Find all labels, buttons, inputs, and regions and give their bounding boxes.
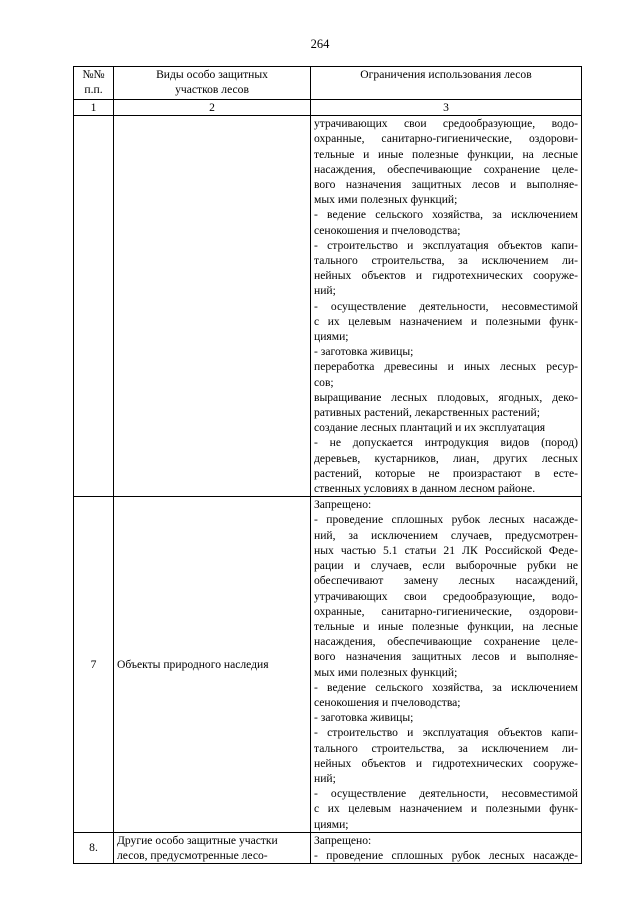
restriction-text-line: - не допускается интродукция видов (пород) [314,436,578,450]
restriction-text-line: ративных растений, лекарственных растений; [314,406,540,420]
row-type-line: Другие особо защитные участки [117,833,278,847]
restriction-text-line: - заготовка живицы; [314,711,414,725]
restriction-text-line: насаждения, обеспечивающие сохранение целе- [314,635,578,649]
restriction-text-line: выращивание лесных плодовых, ягодных, деко- [314,390,578,404]
row-restrictions-cell [311,497,582,832]
restriction-text-line: ний, за исключением случаев, предусмотрен- [314,528,578,542]
restriction-text-line: вого назначения защитных лесов и выполняе- [314,650,578,664]
restriction-text-line: мых ими полезных функций; [314,193,458,207]
restriction-text-line: рации и случаев, если выборочные рубки не [314,559,578,573]
restriction-text-line: тельные и иные полезные функции, на лесные [314,619,578,633]
restriction-text-line: Запрещено: [314,498,372,512]
restriction-text-line: вого назначения защитных лесов и выполняе- [314,178,578,192]
restriction-text-line: тельные и иные полезные функции, на лесные [314,147,578,161]
restriction-text-line: - строительство и эксплуатация объектов капи- [314,238,578,252]
restriction-text-line: сов; [314,375,334,389]
header-num-line-1: №№ [82,68,105,81]
header-restrictions: Ограничения использования лесов [311,67,582,100]
page-number: 264 [310,37,330,51]
restriction-text-line: циями; [314,330,349,344]
col-number-3: 3 [311,100,582,116]
table-row [74,116,582,497]
restriction-text-line: деревьев, кустарников, лиан, других лесных [314,451,578,465]
restriction-text-line: нейных объектов и гидротехнических сооруже- [314,756,578,770]
restriction-text-line: - проведение сплошных рубок лесных насажде- [314,848,578,862]
restriction-text-line: ний; [314,771,336,785]
restriction-text-line: насаждения, обеспечивающие сохранение целе- [314,162,578,176]
restriction-text-line: с их целевым назначением и полезными функ- [314,314,578,328]
header-num-line-2: п.п. [84,83,103,97]
restriction-text-line: - ведение сельского хозяйства, за исключением [314,208,578,222]
table-row [74,497,582,832]
row-type-line: лесов, предусмотренные лесо- [117,848,268,862]
restriction-text-line: Запрещено: [314,833,372,847]
restriction-text-line: с их целевым назначением и полезными функ- [314,802,578,816]
restriction-text-line: охранные, санитарно-гигиенические, оздорови- [314,132,578,146]
forest-restrictions-table [73,66,582,864]
col-number-1: 1 [74,100,114,116]
restriction-text-line: утрачивающих свои средообразующие, водо- [314,117,578,131]
restriction-text-line: - осуществление деятельности, несовместимой [314,787,578,801]
restriction-text-line: - строительство и эксплуатация объектов капи- [314,726,578,740]
restriction-text-line: переработка древесины и иных лесных ресур- [314,360,578,374]
restriction-text-line: создание лесных плантаций и их эксплуатация [314,421,546,435]
restriction-text-line: тального строительства, за исключением ли- [314,254,578,268]
restriction-text-line: растений, которые не произрастают в есте- [314,466,578,480]
header-types [114,67,311,100]
header-row [74,67,582,100]
header-types-line-1: Виды особо защитных [156,68,268,81]
row-restrictions-cell [311,832,582,863]
restriction-text-line: тального строительства, за исключением ли- [314,741,578,755]
restriction-text-line: мых ими полезных функций; [314,665,458,679]
restriction-text-line: ных частью 5.1 статьи 21 ЛК Российской Феде- [314,543,578,557]
restriction-text-line: - проведение сплошных рубок лесных насажде- [314,513,578,527]
row-num-cell: 7 [74,497,114,832]
row-type-cell [114,116,311,497]
header-num [74,67,114,100]
row-restrictions-cell [311,116,582,497]
restriction-text-line: сенокошения и пчеловодства; [314,695,461,709]
column-number-row [74,100,582,116]
row-num-cell: 8. [74,832,114,863]
restriction-text-line: - осуществление деятельности, несовместимой [314,299,578,313]
header-types-line-2: участков лесов [175,83,249,97]
restriction-text-line: сенокошения и пчеловодства; [314,223,461,237]
table-row [74,832,582,863]
restriction-text-line: - заготовка живицы; [314,345,414,359]
restriction-text-line: охранные, санитарно-гигиенические, оздорови- [314,604,578,618]
row-num-cell [74,116,114,497]
row-type-cell: Объекты природного наследия [114,497,311,832]
restriction-text-line: ственных условиях в данном лесном районе. [314,482,536,496]
restriction-text-line: утрачивающих свои средообразующие, водо- [314,589,578,603]
restriction-text-line: нейных объектов и гидротехнических сооруже- [314,269,578,283]
restriction-text-line: - ведение сельского хозяйства, за исключением [314,680,578,694]
restriction-text-line: циями; [314,817,349,831]
restriction-text-line: обеспечивают замену лесных насаждений, [314,574,578,588]
col-number-2: 2 [114,100,311,116]
row-type-cell [114,832,311,863]
restriction-text-line: ний; [314,284,336,298]
